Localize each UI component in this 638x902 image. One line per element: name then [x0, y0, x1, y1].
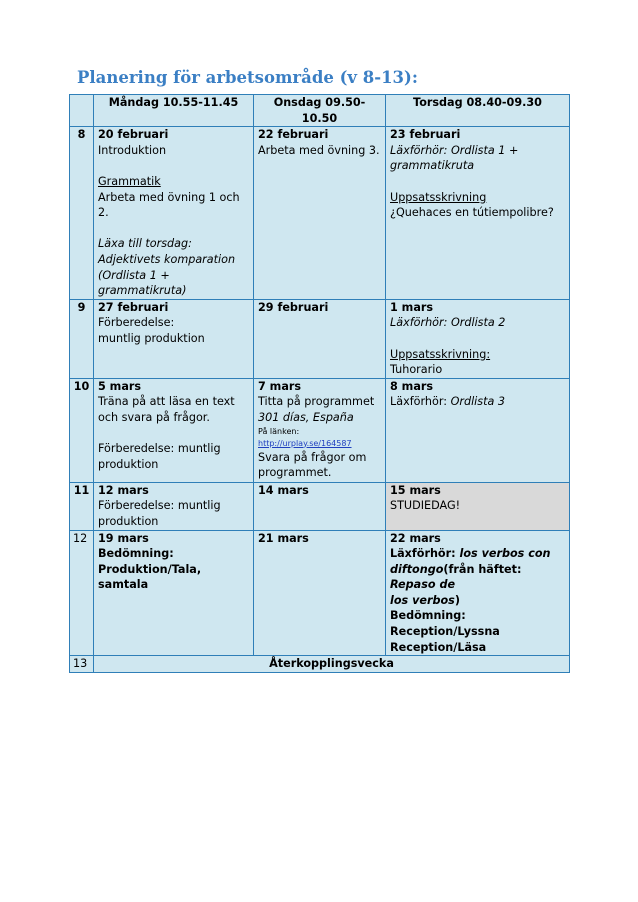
- header-monday: Måndag 10.55-11.45: [94, 95, 254, 127]
- text-line: muntlig produktion: [98, 331, 205, 345]
- text-line: Uppsatsskrivning:: [390, 347, 491, 361]
- date: 12 mars: [98, 483, 149, 497]
- cell-wednesday: [254, 127, 386, 300]
- text-part: (från häftet:: [443, 562, 522, 576]
- cell-wednesday: [254, 530, 386, 656]
- text-line: Bedömning:: [98, 547, 174, 561]
- text-line: Reception/Läsa: [390, 640, 487, 654]
- cell-thursday: [386, 127, 570, 300]
- cell-thursday: [386, 530, 570, 656]
- text-line: produktion: [98, 514, 159, 528]
- cell-monday: [94, 378, 254, 482]
- cell-wednesday: [254, 482, 386, 530]
- date: 15 mars: [390, 483, 441, 497]
- text-part: Läxförhör:: [390, 547, 460, 561]
- text-line: [390, 546, 565, 562]
- text-line: På länken:: [258, 426, 300, 436]
- cell-monday: [94, 127, 254, 300]
- text-part: ): [454, 593, 460, 607]
- cell-wednesday: [254, 299, 386, 378]
- week-number: 8: [70, 127, 94, 300]
- text-line: produktion: [98, 457, 159, 471]
- text-line: Läxförhör: Ordlista 2: [390, 316, 506, 330]
- week-number: 11: [70, 482, 94, 530]
- table-header-row: [70, 95, 570, 127]
- date: 19 mars: [98, 531, 149, 545]
- header-thursday: Torsdag 08.40-09.30: [386, 95, 570, 127]
- page-title: Planering för arbetsområde (v 8-13):: [77, 68, 418, 87]
- date: 7 mars: [258, 379, 302, 393]
- urplay-link[interactable]: http://urplay.se/164587: [258, 438, 352, 448]
- week-number: 13: [70, 656, 94, 673]
- text-line: Bedömning: Reception/Lyssna: [390, 609, 500, 639]
- cell-thursday: [386, 299, 570, 378]
- cell-thursday: [386, 482, 570, 530]
- text-line: grammatikruta): [98, 284, 187, 298]
- date: 14 mars: [258, 483, 309, 497]
- date: 20 februari: [98, 128, 169, 142]
- date: 22 mars: [390, 531, 441, 545]
- table-row-week-8: [70, 127, 570, 300]
- header-wednesday: Onsdag 09.50-10.50: [254, 95, 386, 127]
- text-line: Läxa till torsdag:: [98, 237, 192, 251]
- week-number: 12: [70, 530, 94, 656]
- text-part: Repaso de: [390, 578, 456, 592]
- date: 27 februari: [98, 300, 169, 314]
- text-line: [390, 394, 565, 410]
- header-week: [70, 95, 94, 127]
- text-part: Ordlista 3: [450, 395, 506, 409]
- cell-thursday: [386, 378, 570, 482]
- cell-monday: [94, 482, 254, 530]
- text-part: los verbos: [390, 593, 455, 607]
- text-line: Tuhorario: [390, 363, 443, 377]
- date: 8 mars: [390, 379, 434, 393]
- text-line: Förberedelse: muntlig: [98, 499, 221, 513]
- date: 29 februari: [258, 300, 329, 314]
- table-row-week-11: [70, 482, 570, 530]
- text-line: Arbeta med övning 1 och 2.: [98, 190, 240, 220]
- cell-monday: [94, 530, 254, 656]
- text-line: Förberedelse:: [98, 316, 175, 330]
- date: 22 februari: [258, 128, 329, 142]
- text-line: STUDIEDAG!: [390, 499, 461, 513]
- text-line: Introduktion: [98, 143, 167, 157]
- date: 1 mars: [390, 300, 434, 314]
- table-row-week-9: [70, 299, 570, 378]
- text-line: (Ordlista 1 +: [98, 268, 170, 282]
- cell-monday: [94, 299, 254, 378]
- date: 23 februari: [390, 128, 461, 142]
- text-line: [390, 593, 565, 609]
- week-number: 9: [70, 299, 94, 378]
- text-line: [390, 562, 565, 593]
- text-line: programmet.: [258, 466, 332, 480]
- text-part: los verbos con: [459, 547, 551, 561]
- cell-wednesday: [254, 378, 386, 482]
- table-row-week-10: [70, 378, 570, 482]
- text-part: Läxförhör:: [390, 395, 451, 409]
- date: 5 mars: [98, 379, 142, 393]
- date: 21 mars: [258, 531, 309, 545]
- text-line: ¿Quehaces en tútiempolibre?: [390, 206, 554, 220]
- text-line: Läxförhör: Ordlista 1 +: [390, 143, 519, 157]
- text-line: Svara på frågor om: [258, 450, 367, 464]
- table-row-week-12: [70, 530, 570, 656]
- text-line: Adjektivets komparation: [98, 252, 236, 266]
- feedback-week-cell: Återkopplingsvecka: [94, 656, 570, 673]
- text-line: Förberedelse: muntlig: [98, 442, 221, 456]
- text-line: 301 días, España: [258, 410, 354, 424]
- week-number: 10: [70, 378, 94, 482]
- text-line: Grammatik: [98, 174, 161, 188]
- table-row-week-13: [70, 656, 570, 673]
- text-line: Produktion/Tala, samtala: [98, 562, 202, 592]
- text-part: diftongo: [390, 562, 444, 576]
- text-line: Arbeta med övning 3.: [258, 143, 380, 157]
- text-line: Träna på att läsa en text: [98, 395, 235, 409]
- text-line: och svara på frågor.: [98, 410, 210, 424]
- text-line: Uppsatsskrivning: [390, 190, 487, 204]
- text-line: grammatikruta: [390, 159, 475, 173]
- schedule-table: [69, 94, 570, 673]
- text-line: Titta på programmet: [258, 395, 375, 409]
